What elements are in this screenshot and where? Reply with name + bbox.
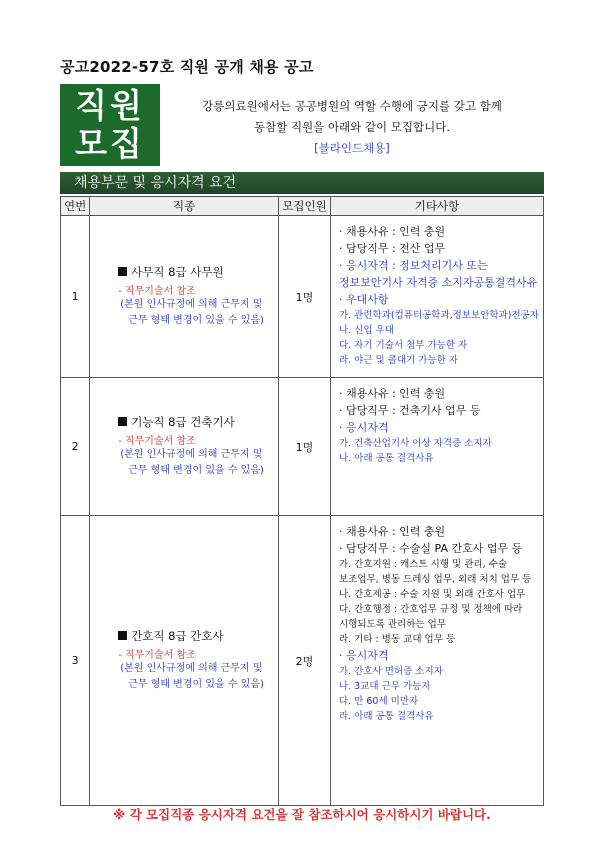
detail-line: · 담당직무 : 건축기사 업무 등	[338, 404, 481, 417]
detail-line: 시행되도록 관리하는 업무	[338, 619, 446, 630]
intro-line-2: 동참할 직원을 아래와 같이 모집합니다.	[253, 120, 451, 134]
detail-line: · 채용사유 : 인력 충원	[338, 525, 446, 538]
job-note-line-2: 근무 형태 변경이 있을 수 있음)	[128, 315, 264, 326]
headcount: 1명	[278, 378, 330, 516]
square-bullet-icon	[118, 631, 127, 640]
detail-line: · 담당직무 : 전산 업무	[338, 242, 446, 255]
detail-line: 라. 아래 공통 결격사유	[338, 711, 434, 722]
intro-text	[172, 96, 532, 159]
job-note-line-2: 근무 형태 변경이 있을 수 있음)	[128, 679, 264, 690]
detail-line: 나. 아래 공통 결격사유	[338, 453, 434, 464]
job-title-text: 간호직 8급 간호사	[131, 629, 224, 643]
detail-line: 다. 만 60세 미만자	[338, 696, 419, 707]
detail-line: · 담당직무 : 수술실 PA 간호사 업무 등	[338, 542, 523, 555]
detail-line: · 채용사유 : 인력 충원	[338, 225, 446, 238]
detail-line: 가. 간호사 면허증 소지자	[338, 666, 443, 677]
blind-recruitment-label: [블라인드채용]	[314, 141, 390, 155]
detail-line: 가. 간호지원 : 캐스트 시행 및 관리, 수술	[338, 559, 508, 570]
detail-line: · 응시자격	[338, 649, 389, 662]
job-note-line-2: 근무 형태 변경이 있을 수 있음)	[128, 465, 264, 476]
detail-line: 다. 자기 기술서 첨부 가능한 자	[338, 340, 468, 351]
job-title-text: 기능직 8급 건축기사	[131, 415, 235, 429]
job-title-text: 사무직 8급 사무원	[131, 265, 224, 279]
notice-title: 공고2022-57호 직원 공개 채용 공고	[60, 58, 314, 76]
details-cell	[330, 516, 543, 806]
job-cell	[90, 378, 279, 516]
row-number: 2	[61, 378, 90, 516]
logo-line-1: 직원	[75, 86, 145, 125]
header-job: 직종	[90, 197, 279, 216]
job-description-ref: - 직무기술서 참조	[118, 436, 196, 447]
detail-line: 가. 건축산업기사 이상 자격증 소지자	[338, 438, 492, 449]
detail-line: · 응시자격 : 정보처리기사 또는	[338, 259, 488, 272]
job-title	[118, 414, 277, 430]
detail-line: 라. 야근 및 콜대기 가능한 자	[338, 355, 459, 366]
table-header-row	[61, 197, 544, 216]
job-title	[118, 628, 277, 644]
header-count: 모집인원	[278, 197, 330, 216]
detail-line: 다. 간호행정 : 간호업무 규정 및 정책에 따라	[338, 604, 523, 615]
headcount: 1명	[278, 216, 330, 378]
table-row	[61, 216, 544, 378]
detail-line: 정보보안기사 자격증 소지자공통결격사유	[338, 276, 538, 289]
square-bullet-icon	[118, 267, 127, 276]
table-row	[61, 516, 544, 806]
header-notes: 기타사항	[330, 197, 543, 216]
detail-line: · 채용사유 : 인력 충원	[338, 387, 446, 400]
job-note-line-1: (본원 인사규정에 의해 근무지 및	[120, 449, 263, 460]
detail-line: · 우대사항	[338, 293, 389, 306]
details-cell	[330, 216, 543, 378]
job-cell	[90, 516, 279, 806]
headcount: 2명	[278, 516, 330, 806]
detail-line: 라. 기타 : 병동 교대 업무 등	[338, 634, 456, 645]
header-number: 연번	[61, 197, 90, 216]
job-note-line-1: (본원 인사규정에 의해 근무지 및	[120, 299, 263, 310]
job-description-ref: - 직무기술서 참조	[118, 650, 196, 661]
detail-line: 보조업무, 병동 드레싱 업무, 외래 처치 업무 등	[338, 574, 532, 585]
logo-line-2: 모집	[75, 124, 145, 163]
recruitment-table	[60, 196, 544, 806]
detail-line: 나. 3교대 근무 가능자	[338, 681, 431, 692]
recruitment-logo	[60, 84, 160, 166]
row-number: 1	[61, 216, 90, 378]
section-title: 채용부문 및 응시자격 요건	[60, 172, 544, 194]
job-note-line-1: (본원 인사규정에 의해 근무지 및	[120, 663, 263, 674]
detail-line: 가. 관련학과(컴퓨터공학과,정보보안학과)전공자	[338, 310, 539, 321]
job-description-ref: - 직무기술서 참조	[118, 286, 196, 297]
detail-line: 나. 신입 우대	[338, 325, 394, 336]
intro-line-1: 강릉의료원에서는 공공병원의 역할 수행에 긍지를 갖고 함께	[202, 99, 502, 113]
footer-notice: ※ 각 모집직종 응시자격 요건을 잘 참조하시어 응시하시기 바랍니다.	[113, 807, 491, 822]
details-cell	[330, 378, 543, 516]
job-cell	[90, 216, 279, 378]
detail-line: · 응시자격	[338, 421, 389, 434]
row-number: 3	[61, 516, 90, 806]
detail-line: 나. 간호제공 : 수술 지원 및 외래 간호사 업무	[338, 589, 526, 600]
job-title	[118, 264, 277, 280]
square-bullet-icon	[118, 417, 127, 426]
table-row	[61, 378, 544, 516]
